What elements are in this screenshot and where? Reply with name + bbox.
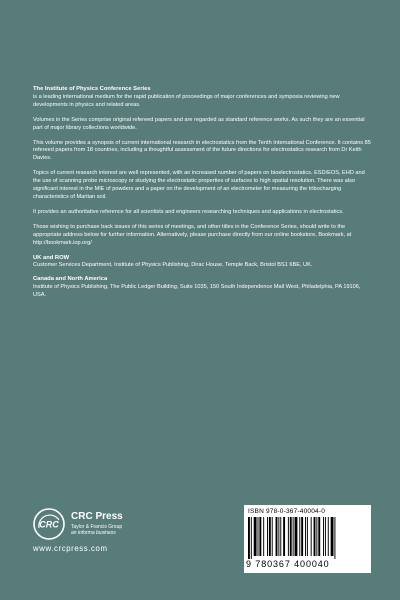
barcode-bar bbox=[248, 517, 250, 559]
barcode-bar bbox=[325, 517, 326, 556]
publisher-logo-area bbox=[33, 508, 173, 568]
barcode-bar bbox=[314, 517, 316, 556]
barcode-bar bbox=[305, 517, 306, 556]
series-title: The Institute of Physics Conference Series bbox=[33, 86, 151, 92]
barcode-box bbox=[244, 505, 371, 573]
barcode-bar bbox=[267, 517, 268, 556]
barcode-bar bbox=[269, 517, 271, 556]
barcode-bar bbox=[293, 517, 294, 556]
publisher-url[interactable]: www.crcpress.com bbox=[33, 544, 108, 553]
barcode-bar bbox=[290, 517, 292, 556]
barcode-bar bbox=[301, 517, 303, 556]
crc-logo-text: CRC bbox=[39, 519, 59, 530]
barcode-bar bbox=[283, 517, 285, 556]
barcode-digits: 9 780367 400040 bbox=[246, 559, 330, 569]
isbn-text: ISBN 978-0-367-40004-0 bbox=[248, 508, 326, 515]
publisher-tagline: an informa business bbox=[71, 530, 116, 536]
paragraph-synopsis: This volume provides a synopsis of current international research in electrostatics from the Tenth International Conference. It contains 85 refereed papers from 18 countries, including a thoughtful assessment of the future directions for electrostatics research from Dr Keith Davies. bbox=[33, 139, 371, 162]
na-section bbox=[33, 276, 371, 300]
barcode-bar bbox=[278, 517, 279, 556]
barcode-bar bbox=[251, 517, 252, 559]
barcode-bar bbox=[295, 517, 298, 556]
barcode-bar bbox=[272, 517, 273, 556]
barcode-bar bbox=[263, 517, 264, 556]
barcode-bar bbox=[258, 517, 259, 556]
crc-logo-icon bbox=[33, 508, 65, 540]
barcode-bar bbox=[259, 517, 261, 556]
paragraph-reference: It provides an authoritative reference for all scientists and engineers researching techniques and applications in electrostatics. bbox=[33, 208, 344, 215]
paragraph-purchase: Those wishing to purchase back issues of this series of meetings, and other titles in the Conference Series, should write to the appropriate address below for further information. Alternatively, please purchase directly from our online bookstore, Bookmark, at http://bookmark.iop.org/ bbox=[33, 223, 352, 246]
publisher-name: CRC Press bbox=[71, 511, 123, 522]
barcode-bar bbox=[311, 517, 312, 556]
na-title: Canada and North America bbox=[33, 276, 108, 283]
back-cover-text bbox=[33, 86, 371, 306]
uk-address: Customer Services Department, Institute of Physics Publishing, Dirac House, Temple Back, Bristol BS1 6BE, UK. bbox=[33, 262, 313, 269]
uk-section bbox=[33, 255, 371, 271]
publisher-group: Taylor & Francis Group bbox=[71, 524, 123, 530]
barcode-bar bbox=[323, 517, 324, 556]
barcode-bar bbox=[316, 517, 317, 556]
barcode-bar bbox=[331, 517, 334, 556]
barcode-bar bbox=[288, 517, 289, 556]
barcode-bar bbox=[328, 517, 329, 556]
barcode-bar bbox=[299, 517, 300, 556]
paragraph-volumes: Volumes in the Series comprise original refereed papers and are regarded as standard reference works. As such they are an essential part of major library collections worldwide. bbox=[33, 116, 365, 131]
paragraph-topics: Topics of current research interest are well represented, with an increased number of papers on bioelectrostatics. ESD/EOS, EHD and the use of scanning probe microscopy or studying the electrostatic properties of surfaces to high spatial resolution. There was also significant interest in the MIE of powders and a paper on the development of an electrometer for measuring the tribocharging characteristics of Martian soil. bbox=[33, 170, 365, 200]
barcode-bar bbox=[254, 517, 257, 556]
barcode-bar bbox=[334, 517, 335, 559]
barcode-bar bbox=[276, 517, 278, 556]
barcode-bar bbox=[318, 517, 320, 556]
barcode-bar bbox=[307, 517, 308, 556]
barcode-bars bbox=[248, 517, 367, 559]
uk-title: UK and ROW bbox=[33, 254, 70, 261]
barcode-bar bbox=[280, 517, 281, 556]
series-intro: is a leading international medium for the rapid publication of proceedings of major conferences and symposia reviewing new developments in physics and related areas. bbox=[33, 93, 340, 108]
na-address: Institute of Physics Publishing, The Public Ledger Building, Suite 1035, 150 South Independence Mall West, Philadelphia, PA 19106, USA. bbox=[33, 284, 361, 299]
